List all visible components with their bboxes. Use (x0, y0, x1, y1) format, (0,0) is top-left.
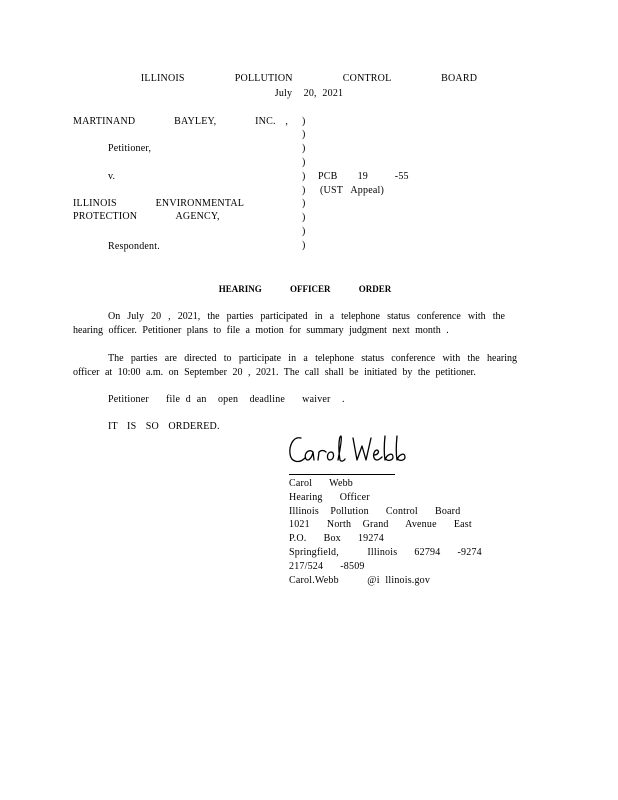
signer-organization: Illinois Pollution Control Board (289, 506, 461, 517)
caption-bracket: ) (302, 185, 306, 196)
signer-street-address: 1021 North Grand Avenue East (289, 519, 472, 530)
petitioner-role: Petitioner, (108, 143, 152, 154)
petitioner-name: MARTINAND BAYLEY, INC. , (73, 116, 289, 127)
respondent-role: Respondent. (108, 241, 160, 252)
signer-city-state-zip: Springfield, Illinois 62794 -9274 (289, 547, 482, 558)
caption-bracket: ) (302, 198, 306, 209)
signer-name: Carol Webb (289, 478, 354, 489)
versus: v. (108, 171, 116, 182)
caption-bracket: ) (302, 129, 306, 140)
handwritten-signature (287, 430, 417, 472)
case-number: PCB 19 -55 (318, 171, 409, 182)
signer-email: Carol.Webb @i llinois.gov (289, 575, 431, 586)
order-title: HEARING OFFICER ORDER (218, 284, 392, 294)
respondent-name-line1: ILLINOIS ENVIRONMENTAL (73, 198, 245, 209)
body-paragraph: The parties are directed to participate in a telephone status conference with the hearing officer at 10:00 a.m. on September 20 , 2021. The call shall be initiated by the petitioner. (73, 353, 517, 378)
respondent-name-line2: PROTECTION AGENCY, (73, 211, 220, 222)
caption-bracket: ) (302, 240, 306, 251)
signer-po-box: P.O. Box 19274 (289, 533, 384, 544)
caption-bracket: ) (302, 157, 306, 168)
caption-bracket: ) (302, 116, 306, 127)
body-paragraph: Petitioner file d an open deadline waiver . (108, 394, 345, 405)
signer-phone: 217/524 -8509 (289, 561, 365, 572)
case-type: (UST Appeal) (320, 185, 384, 196)
body-paragraph: On July 20 , 2021, the parties participated in a telephone status conference with the hearing officer. Petitioner plans to file a motion for summary judgment next month . (73, 311, 505, 336)
signer-title: Hearing Officer (289, 492, 370, 503)
caption-bracket: ) (302, 212, 306, 223)
agency-name: ILLINOIS POLLUTION CONTROL BOARD (140, 73, 478, 84)
caption-bracket: ) (302, 226, 306, 237)
signature-line (289, 474, 395, 475)
order-date: July 20, 2021 (274, 88, 344, 99)
caption-bracket: ) (302, 171, 306, 182)
caption-bracket: ) (302, 143, 306, 154)
closing-statement: IT IS SO ORDERED. (108, 421, 220, 432)
